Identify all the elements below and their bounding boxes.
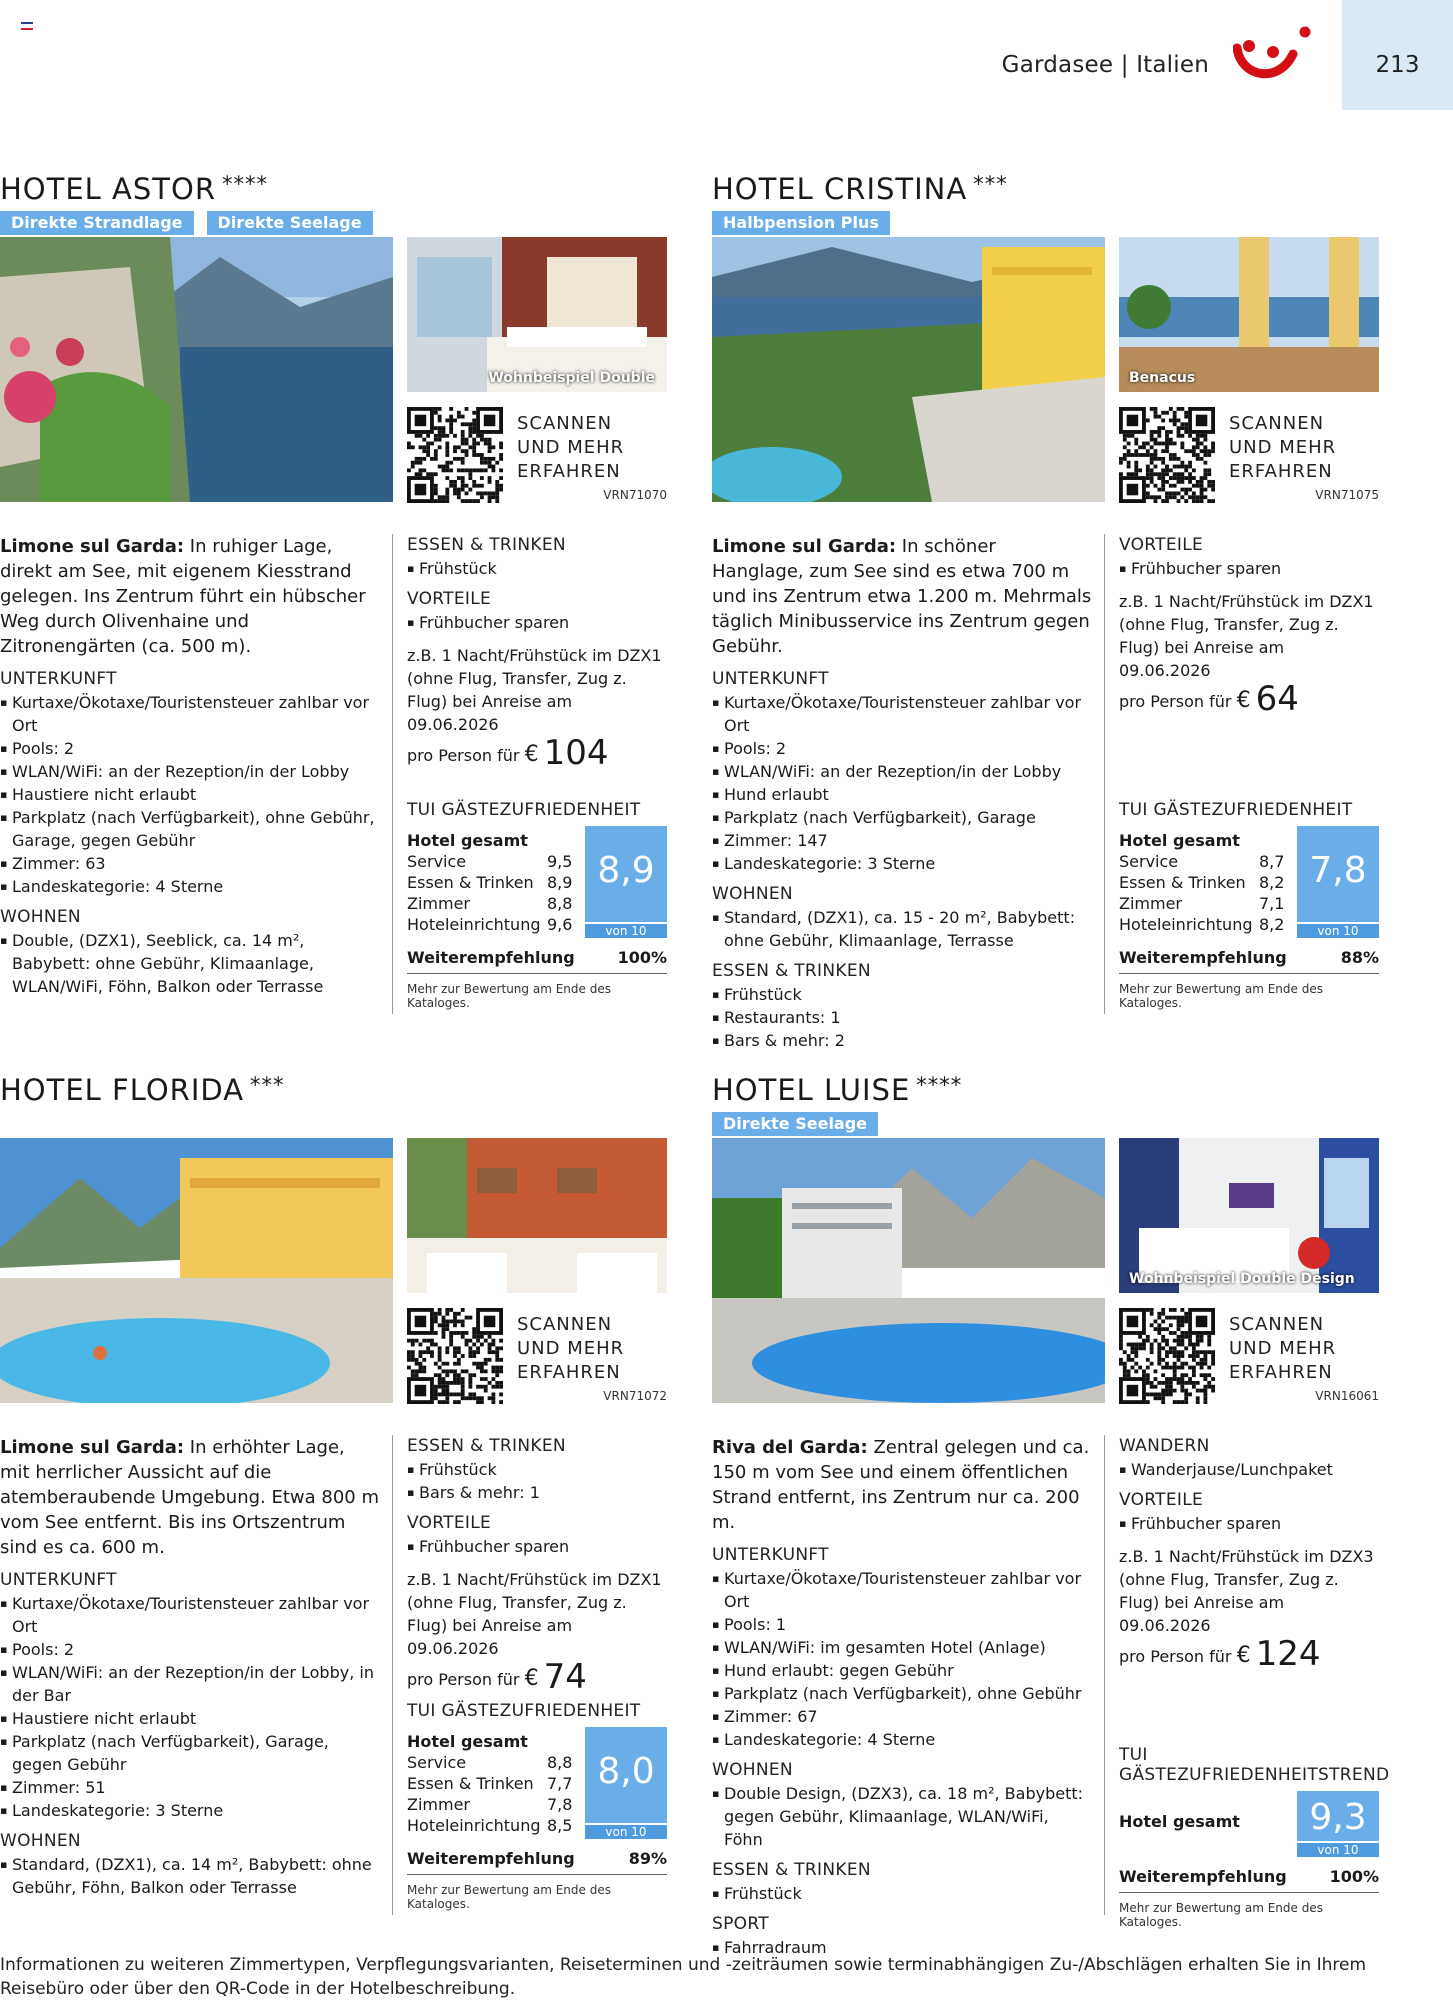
section-title: UNTERKUNFT [0, 1570, 117, 1590]
section-title: VORTEILE [1119, 1490, 1204, 1510]
photo-caption: Wohnbeispiel Double Design [1129, 1271, 1355, 1287]
list-item: ▪ Parkplatz (nach Verfügbarkeit), Garage, gegen Gebühr [0, 1730, 380, 1776]
list-item: ▪ WLAN/WiFi: im gesamten Hotel (Anlage) [712, 1636, 1092, 1659]
price-value: 104 [543, 733, 609, 773]
list-item: ▪ Landeskategorie: 3 Sterne [0, 1799, 380, 1822]
hotel-side-photo [1119, 237, 1379, 392]
section-title: WOHNEN [712, 884, 793, 904]
list-item: ▪ Frühstück [712, 1882, 1092, 1905]
hotel-description [0, 1435, 380, 1899]
guest-rating [1119, 800, 1379, 1010]
photo-caption: Benacus [1129, 370, 1196, 386]
list-item: ▪ WLAN/WiFi: an der Rezeption/in der Lobby [712, 760, 1092, 783]
rating-more-note: Mehr zur Bewertung am Ende des Kataloges. [407, 1883, 611, 1911]
list-item: ▪ Standard, (DZX1), ca. 14 m², Babybett: ohne Gebühr, Föhn, Balkon oder Terrasse [0, 1853, 380, 1899]
page-number-box [1342, 0, 1453, 110]
hotel-badges [0, 211, 373, 235]
rating-criterion: Hoteleinrichtung [407, 915, 541, 934]
section-title: VORTEILE [407, 1513, 492, 1533]
rating-value: 8,2 [1259, 915, 1285, 934]
feature-list [1119, 1458, 1379, 1481]
hotel-side-photo [407, 1138, 667, 1293]
guest-rating [407, 800, 667, 1010]
price-value: 74 [543, 1657, 587, 1697]
page-number: 213 [1375, 52, 1420, 78]
list-item: ▪ WLAN/WiFi: an der Rezeption/in der Lobby [0, 760, 380, 783]
rating-value: 8,8 [547, 1753, 573, 1772]
section-title: SPORT [712, 1914, 769, 1934]
rating-criterion: Hoteleinrichtung [1119, 915, 1253, 934]
rating-value: 8,9 [547, 873, 573, 892]
recommendation: Weiterempfehlung 100% [1119, 1867, 1379, 1893]
hotel-description [712, 1435, 1092, 1959]
section-title: ESSEN & TRINKEN [712, 1860, 871, 1880]
total-score: 8,0 [597, 1751, 655, 1792]
rating-value: 8,2 [1259, 873, 1285, 892]
recommendation: Weiterempfehlung 100% [407, 948, 667, 974]
hotel-side-photo [1119, 1138, 1379, 1293]
guest-rating [1119, 1745, 1390, 1929]
list-item: ▪ Zimmer: 63 [0, 852, 380, 875]
list-item: ▪ Haustiere nicht erlaubt [0, 1707, 380, 1730]
list-item: ▪ Hund erlaubt: gegen Gebühr [712, 1659, 1092, 1682]
feature-badge: Direkte Seelage [207, 211, 373, 235]
feature-list [712, 983, 1092, 1052]
rating-title: TUI GÄSTEZUFRIEDENHEIT [1119, 800, 1353, 820]
rating-criterion: Zimmer [407, 894, 470, 913]
rating-title: TUI GÄSTEZUFRIEDENHEITSTREND [1119, 1745, 1390, 1785]
hotel-name: HOTEL ASTOR **** [0, 172, 268, 206]
intro-text: Limone sul Garda: In erhöhter Lage, mit herrlicher Aussicht auf die atemberaubende Umgebung. Etwa 800 m vom See entfernt. Bis ins Ortszentrum sind es ca. 600 m. [0, 1437, 380, 1558]
feature-list [0, 929, 380, 998]
rating-criterion: Service [407, 852, 467, 871]
hotel-main-photo [0, 237, 393, 502]
list-item: ▪ Pools: 2 [0, 737, 380, 760]
rating-criterion: Zimmer [1119, 894, 1182, 913]
rating-grid [1119, 826, 1379, 938]
photo-caption: Wohnbeispiel Double [488, 370, 655, 386]
rating-criterion: Service [1119, 852, 1179, 871]
hotel-stars: *** [250, 1073, 285, 1097]
feature-list [712, 691, 1092, 875]
feature-list [1119, 1512, 1379, 1535]
feature-list [712, 1882, 1092, 1905]
list-item: ▪ Pools: 2 [0, 1638, 380, 1661]
rating-grid [407, 1727, 667, 1839]
hotel-badges [712, 1112, 878, 1136]
hotel-name: HOTEL FLORIDA *** [0, 1073, 285, 1107]
hotel-card [0, 172, 700, 1052]
score-box: 9,3 von 10 [1297, 1791, 1379, 1857]
feature-list [407, 557, 667, 580]
list-item: ▪ Parkplatz (nach Verfügbarkeit), Garage [712, 806, 1092, 829]
hotel-offer [407, 534, 667, 773]
qr-code-icon[interactable] [407, 1308, 503, 1404]
rating-title: TUI GÄSTEZUFRIEDENHEIT [407, 800, 641, 820]
list-item: ▪ Restaurants: 1 [712, 1006, 1092, 1029]
section-title: UNTERKUNFT [712, 669, 829, 689]
rating-value: 8,5 [547, 1816, 573, 1835]
section-title: UNTERKUNFT [0, 669, 117, 689]
price-line: pro Person für € 64 [1119, 679, 1299, 719]
list-item: ▪ Bars & mehr: 1 [407, 1481, 667, 1504]
column-divider [392, 1435, 393, 1915]
total-score: 9,3 [1309, 1797, 1367, 1838]
section-title: ESSEN & TRINKEN [712, 961, 871, 981]
list-item: ▪ Double, (DZX1), Seeblick, ca. 14 m², Babybett: ohne Gebühr, Klimaanlage, WLAN/WiFi, Föhn, Balkon oder Terrasse [0, 929, 380, 998]
rating-value: 9,5 [547, 852, 573, 871]
rating-grid [407, 826, 667, 938]
feature-badge: Direkte Strandlage [0, 211, 194, 235]
list-item: ▪ Parkplatz (nach Verfügbarkeit), ohne Gebühr [712, 1682, 1092, 1705]
rating-criterion: Essen & Trinken [407, 873, 534, 892]
rating-title: TUI GÄSTEZUFRIEDENHEIT [407, 1701, 641, 1721]
offer-text: z.B. 1 Nacht/Frühstück im DZX3 (ohne Flug, Transfer, Zug z. Flug) bei Anreise am 09.06.2026 [1119, 1547, 1374, 1635]
list-item: ▪ Zimmer: 147 [712, 829, 1092, 852]
price-value: 124 [1255, 1634, 1321, 1674]
hotel-offer [1119, 1435, 1379, 1674]
feature-list [712, 1782, 1092, 1851]
feature-badge: Halbpension Plus [712, 211, 890, 235]
section-title: WANDERN [1119, 1436, 1210, 1456]
qr-code-icon[interactable] [407, 407, 503, 503]
rating-value: 8,8 [547, 894, 573, 913]
section-title: ESSEN & TRINKEN [407, 535, 566, 555]
list-item: ▪ Double Design, (DZX3), ca. 18 m², Babybett: gegen Gebühr, Klimaanlage, WLAN/WiFi, Föhn [712, 1782, 1092, 1851]
list-item: ▪ Kurtaxe/Ökotaxe/Touristensteuer zahlbar vor Ort [712, 691, 1092, 737]
list-item: ▪ Haustiere nicht erlaubt [0, 783, 380, 806]
offer-text: z.B. 1 Nacht/Frühstück im DZX1 (ohne Flug, Transfer, Zug z. Flug) bei Anreise am 09.06.2026 [407, 1570, 662, 1658]
offer-code: VRN71075 [1315, 488, 1379, 502]
rating-criterion: Essen & Trinken [407, 1774, 534, 1793]
hotel-card [712, 1073, 1412, 1957]
intro-text: Limone sul Garda: In schöner Hanglage, zum See sind es etwa 700 m und ins Zentrum etwa 1.200 m. Mehrmals täglich Minibusservice ins Zentrum gegen Gebühr. [712, 536, 1092, 657]
hotel-card [712, 172, 1412, 1052]
feature-list [407, 611, 667, 634]
list-item: ▪ Standard, (DZX1), ca. 15 - 20 m², Babybett: ohne Gebühr, Klimaanlage, Terrasse [712, 906, 1092, 952]
feature-list [0, 691, 380, 898]
hotel-badges [712, 211, 890, 235]
list-item: ▪ Pools: 1 [712, 1613, 1092, 1636]
list-item: ▪ Kurtaxe/Ökotaxe/Touristensteuer zahlbar vor Ort [712, 1567, 1092, 1613]
rating-value: 8,7 [1259, 852, 1285, 871]
score-box: 8,9 von 10 [585, 826, 667, 938]
hotel-name: HOTEL CRISTINA *** [712, 172, 1008, 206]
list-item: ▪ Frühbucher sparen [407, 1535, 667, 1558]
total-score: 8,9 [597, 850, 655, 891]
rating-total-label: Hotel gesamt [1119, 1812, 1240, 1831]
list-item: ▪ Bars & mehr: 2 [712, 1029, 1092, 1052]
column-divider [1104, 534, 1105, 1014]
price-line: pro Person für € 124 [1119, 1634, 1321, 1674]
feature-list [407, 1535, 667, 1558]
hotel-main-photo [0, 1138, 393, 1403]
hotel-name: HOTEL LUISE **** [712, 1073, 963, 1107]
rating-criterion: Service [407, 1753, 467, 1772]
section-title: VORTEILE [407, 589, 492, 609]
feature-list [712, 906, 1092, 952]
list-item: ▪ Landeskategorie: 4 Sterne [0, 875, 380, 898]
feature-list [0, 1853, 380, 1899]
feature-list [712, 1567, 1092, 1751]
rating-more-note: Mehr zur Bewertung am Ende des Kataloges. [1119, 982, 1323, 1010]
hotel-stars: **** [221, 172, 268, 196]
list-item: ▪ Parkplatz (nach Verfügbarkeit), ohne Gebühr, Garage, gegen Gebühr [0, 806, 380, 852]
footer-note: Informationen zu weiteren Zimmertypen, Verpflegungsvarianten, Reiseterminen und -zeiträumen sowie terminabhängigen Zu-/Abschlägen erhalten Sie in Ihrem Reisebüro oder über den QR-Code in der Hotelbeschreibung. [0, 1955, 1367, 1999]
list-item: ▪ Frühstück [407, 1458, 667, 1481]
rating-criterion: Essen & Trinken [1119, 873, 1246, 892]
list-item: ▪ Wanderjause/Lunchpaket [1119, 1458, 1379, 1481]
total-score: 7,8 [1309, 850, 1367, 891]
rating-total-label: Hotel gesamt [1119, 831, 1240, 850]
recommendation: Weiterempfehlung 88% [1119, 948, 1379, 974]
rating-total-label: Hotel gesamt [407, 1732, 528, 1751]
list-item: ▪ Zimmer: 67 [712, 1705, 1092, 1728]
rating-total-label: Hotel gesamt [407, 831, 528, 850]
column-divider [1104, 1435, 1105, 1915]
list-item: ▪ Frühstück [712, 983, 1092, 1006]
scan-prompt: SCANNEN UND MEHR ERFAHREN [517, 1314, 625, 1383]
score-box: 8,0 von 10 [585, 1727, 667, 1839]
rating-value: 9,6 [547, 915, 573, 934]
list-item: ▪ Landeskategorie: 3 Sterne [712, 852, 1092, 875]
intro-text: Limone sul Garda: In ruhiger Lage, direkt am See, mit eigenem Kiesstrand gelegen. Ins Zentrum führt ein hübscher Weg durch Olivenhaine und Zitronengärten (ca. 500 m). [0, 536, 366, 657]
rating-value: 7,1 [1259, 894, 1285, 913]
language-flag-icon [21, 22, 33, 30]
rating-value: 7,7 [547, 1774, 573, 1793]
feature-badge: Direkte Seelage [712, 1112, 878, 1136]
rating-more-note: Mehr zur Bewertung am Ende des Kataloges. [407, 982, 611, 1010]
list-item: ▪ Pools: 2 [712, 737, 1092, 760]
hotel-main-photo [712, 237, 1105, 502]
list-item: ▪ Fahrradraum [712, 1936, 1092, 1959]
hotel-stars: **** [916, 1073, 963, 1097]
section-title: WOHNEN [712, 1760, 793, 1780]
intro-text: Riva del Garda: Zentral gelegen und ca. 150 m vom See und einem öffentlichen Strand entfernt, ins Zentrum nur ca. 200 m. [712, 1437, 1090, 1533]
list-item: ▪ Landeskategorie: 4 Sterne [712, 1728, 1092, 1751]
qr-code-icon[interactable] [1119, 1308, 1215, 1404]
hotel-offer [1119, 534, 1379, 719]
hotel-stars: *** [973, 172, 1008, 196]
offer-code: VRN71070 [603, 488, 667, 502]
region-title: Gardasee | Italien [1001, 52, 1209, 78]
list-item: ▪ Frühstück [407, 557, 667, 580]
price-line: pro Person für € 104 [407, 733, 609, 773]
guest-rating [407, 1701, 667, 1911]
offer-code: VRN71072 [603, 1389, 667, 1403]
qr-code-icon[interactable] [1119, 407, 1215, 503]
price-line: pro Person für € 74 [407, 1657, 587, 1697]
feature-list [407, 1458, 667, 1504]
rating-criterion: Hoteleinrichtung [407, 1816, 541, 1835]
rating-more-note: Mehr zur Bewertung am Ende des Kataloges. [1119, 1901, 1323, 1929]
scan-prompt: SCANNEN UND MEHR ERFAHREN [517, 413, 625, 482]
price-value: 64 [1255, 679, 1299, 719]
feature-list [1119, 557, 1379, 580]
list-item: ▪ Kurtaxe/Ökotaxe/Touristensteuer zahlbar vor Ort [0, 1592, 380, 1638]
hotel-description [712, 534, 1092, 1052]
list-item: ▪ Hund erlaubt [712, 783, 1092, 806]
scan-prompt: SCANNEN UND MEHR ERFAHREN [1229, 1314, 1337, 1383]
section-title: ESSEN & TRINKEN [407, 1436, 566, 1456]
list-item: ▪ WLAN/WiFi: an der Rezeption/in der Lobby, in der Bar [0, 1661, 380, 1707]
section-title: WOHNEN [0, 907, 81, 927]
offer-text: z.B. 1 Nacht/Frühstück im DZX1 (ohne Flug, Transfer, Zug z. Flug) bei Anreise am 09.06.2026 [407, 646, 662, 734]
rating-criterion: Zimmer [407, 1795, 470, 1814]
tui-logo-icon [1233, 26, 1313, 90]
recommendation: Weiterempfehlung 89% [407, 1849, 667, 1875]
rating-grid [1119, 1791, 1379, 1857]
list-item: ▪ Zimmer: 51 [0, 1776, 380, 1799]
section-title: WOHNEN [0, 1831, 81, 1851]
offer-code: VRN16061 [1315, 1389, 1379, 1403]
hotel-offer [407, 1435, 667, 1697]
section-title: UNTERKUNFT [712, 1545, 829, 1565]
hotel-card [0, 1073, 700, 1953]
list-item: ▪ Frühbucher sparen [407, 611, 667, 634]
hotel-description [0, 534, 380, 998]
section-title: VORTEILE [1119, 535, 1204, 555]
hotel-side-photo [407, 237, 667, 392]
list-item: ▪ Frühbucher sparen [1119, 557, 1379, 580]
rating-value: 7,8 [547, 1795, 573, 1814]
feature-list [0, 1592, 380, 1822]
scan-prompt: SCANNEN UND MEHR ERFAHREN [1229, 413, 1337, 482]
score-box: 7,8 von 10 [1297, 826, 1379, 938]
column-divider [392, 534, 393, 1014]
list-item: ▪ Frühbucher sparen [1119, 1512, 1379, 1535]
list-item: ▪ Kurtaxe/Ökotaxe/Touristensteuer zahlbar vor Ort [0, 691, 380, 737]
hotel-main-photo [712, 1138, 1105, 1403]
offer-text: z.B. 1 Nacht/Frühstück im DZX1 (ohne Flug, Transfer, Zug z. Flug) bei Anreise am 09.06.2026 [1119, 592, 1374, 680]
